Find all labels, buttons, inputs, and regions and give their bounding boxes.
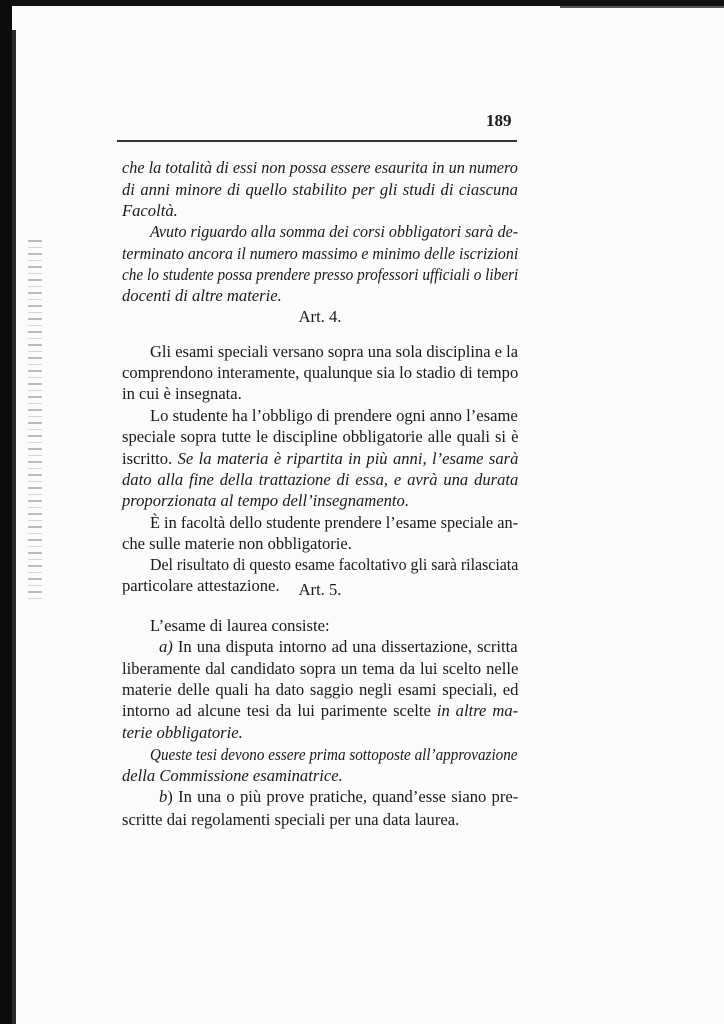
text-line xyxy=(122,534,352,554)
roman-text: Del risultato di questo esame facoltativo gli sarà rilasciata xyxy=(150,555,519,574)
italic-text: terie obbligatorie. xyxy=(122,723,243,742)
text-line xyxy=(150,222,518,242)
italic-text: Facoltà. xyxy=(122,201,178,220)
roman-text: particolare attestazione. xyxy=(122,576,280,595)
text-line xyxy=(122,449,518,469)
roman-text: Lo studente ha l’obbligo di prendere ogni anno l’esame xyxy=(150,406,518,425)
article-5-heading: Art. 5. xyxy=(298,580,342,599)
text-line xyxy=(122,766,343,786)
italic-text: che lo studente possa prendere presso professori ufficiali o liberi xyxy=(122,265,519,284)
text-line xyxy=(122,286,282,306)
text-line xyxy=(122,244,518,264)
text-line xyxy=(122,427,518,447)
scan-top-edge-mark xyxy=(560,6,724,8)
text-line xyxy=(122,363,518,383)
scan-gutter-noise xyxy=(28,240,42,600)
roman-text: materie delle quali ha dato saggio negli esami speciali, ed xyxy=(122,680,519,699)
italic-text: Queste tesi devono essere prima sottoposte all’approvazione xyxy=(150,745,518,764)
text-line xyxy=(150,745,518,765)
roman-text: L’esame di laurea consiste: xyxy=(150,616,330,635)
italic-text: della Commissione esaminatrice. xyxy=(122,766,343,785)
text-line xyxy=(159,637,518,657)
book-binding-edge xyxy=(0,0,12,1024)
text-line xyxy=(159,787,518,807)
book-binding-shadow xyxy=(12,30,16,1024)
text-line xyxy=(150,616,330,636)
roman-text: speciale sopra tutte le discipline obbligatorie alle quali si è xyxy=(122,427,519,446)
text-line xyxy=(150,406,518,426)
text-line xyxy=(150,342,518,362)
page-number: 189 xyxy=(486,111,512,130)
text-line xyxy=(122,384,242,404)
text-line xyxy=(122,158,518,178)
text-line xyxy=(122,265,518,285)
roman-text: comprendono interamente, qualunque sia lo stadio di tempo xyxy=(122,363,519,382)
roman-text: in cui è insegnata. xyxy=(122,384,242,403)
italic-text: che la totalità di essi non possa essere esaurita in un numero xyxy=(122,158,518,177)
italic-text: in altre ma- xyxy=(436,701,519,720)
text-line xyxy=(122,491,409,511)
text-line xyxy=(122,201,178,221)
text-line xyxy=(150,555,518,575)
roman-text: liberamente dal candidato sopra un tema da lui scelto nelle xyxy=(122,659,519,678)
text-line xyxy=(122,180,518,200)
italic-text: terminato ancora il numero massimo e minimo delle iscrizioni xyxy=(122,244,519,263)
text-line xyxy=(122,680,518,700)
text-line xyxy=(122,723,243,743)
roman-text: In una disputa intorno ad una dissertazione, scritta xyxy=(177,637,518,656)
text-line xyxy=(122,810,459,830)
italic-text: di anni minore di quello stabilito per gli studi di ciascuna xyxy=(122,180,518,199)
roman-text: iscritto. xyxy=(122,449,178,468)
text-line xyxy=(122,701,518,721)
text-line xyxy=(150,513,518,533)
article-4-heading: Art. 4. xyxy=(298,307,342,326)
roman-text: scritte dai regolamenti speciali per una data laurea. xyxy=(122,810,460,829)
italic-text: b xyxy=(159,787,168,806)
italic-text: Se la materia è ripartita in più anni, l’esame sarà xyxy=(177,449,519,468)
italic-text: dato alla fine della trattazione di essa, e avrà una durata xyxy=(122,470,519,489)
roman-text: Gli esami speciali versano sopra una sola disciplina e la xyxy=(150,342,519,361)
roman-text: intorno ad alcune tesi da lui parimente scelte xyxy=(122,701,437,720)
header-rule xyxy=(117,140,517,142)
text-line xyxy=(122,659,518,679)
roman-text: È in facoltà dello studente prendere l’esame speciale an- xyxy=(150,513,519,532)
text-line xyxy=(122,470,518,490)
italic-text: a) xyxy=(159,637,178,656)
italic-text: Avuto riguardo alla somma dei corsi obbligatori sarà de- xyxy=(150,222,519,241)
roman-text: che sulle materie non obbligatorie. xyxy=(122,534,352,553)
text-line xyxy=(122,576,280,596)
italic-text: docenti di altre materie. xyxy=(122,286,282,305)
italic-text: proporzionata al tempo dell’insegnamento. xyxy=(122,491,409,510)
roman-text: ) In una o più prove pratiche, quand’esse siano pre- xyxy=(167,787,519,806)
